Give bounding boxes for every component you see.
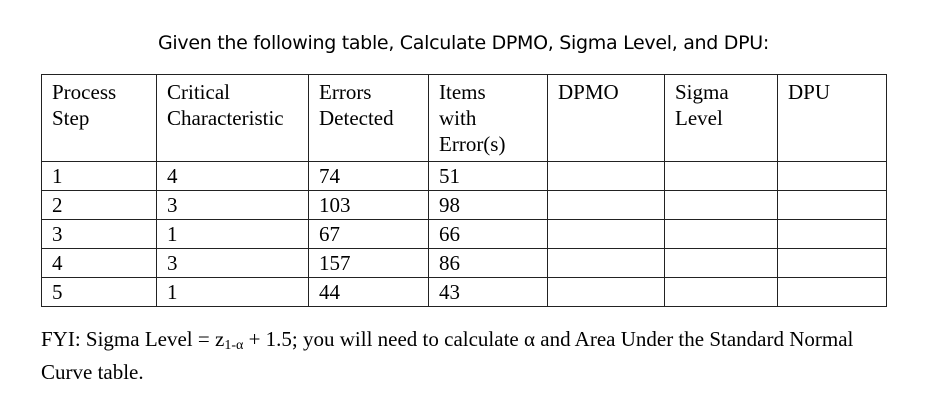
table-cell [778,278,887,307]
table-cell: 3 [157,191,309,220]
table-cell [778,249,887,278]
table-cell: 3 [42,220,157,249]
header-line: DPMO [558,80,619,104]
table-cell: 103 [309,191,429,220]
header-process-step [42,75,157,162]
table-cell: 44 [309,278,429,307]
table-cell [548,191,665,220]
header-line: Step [52,106,90,130]
table-cell [665,278,778,307]
table-cell: 51 [429,162,548,191]
table-cell: 1 [42,162,157,191]
table-cell [548,249,665,278]
table-cell: 43 [429,278,548,307]
header-line: Items [439,80,486,104]
data-table [41,74,887,307]
table-header-row [42,75,887,162]
table-cell [665,162,778,191]
fyi-note [41,326,901,385]
table-cell [548,220,665,249]
table-cell [778,191,887,220]
table-cell [778,220,887,249]
table-row [42,162,887,191]
table-cell [778,162,887,191]
header-dpu [778,75,887,162]
header-line: DPU [788,80,831,104]
table-cell: 4 [42,249,157,278]
fyi-suffix: + 1.5; you will need to calculate α and Area Under the Standard Normal Curve table. [41,327,854,384]
table-cell: 86 [429,249,548,278]
header-line: Sigma [675,80,729,104]
header-sigma-level [665,75,778,162]
table-cell: 67 [309,220,429,249]
header-dpmo [548,75,665,162]
table-cell: 98 [429,191,548,220]
header-line: Level [675,106,723,130]
fyi-subscript: 1-α [224,338,244,353]
header-line: Detected [319,106,394,130]
header-critical-characteristic [157,75,309,162]
page-title: Given the following table, Calculate DPMO, Sigma Level, and DPU: [158,32,769,54]
table-row [42,278,887,307]
table-cell: 74 [309,162,429,191]
table-row [42,249,887,278]
table-cell: 2 [42,191,157,220]
table-cell [665,220,778,249]
header-line: Errors [319,80,372,104]
header-line: Critical [167,80,230,104]
fyi-prefix: FYI: Sigma Level = z [41,327,225,351]
table-cell: 157 [309,249,429,278]
table-row [42,220,887,249]
header-errors-detected [309,75,429,162]
header-line: Error(s) [439,132,506,156]
table-cell: 3 [157,249,309,278]
table-cell [548,278,665,307]
table-cell [548,162,665,191]
table-cell [665,249,778,278]
table-cell: 1 [157,220,309,249]
header-line: with [439,106,477,130]
table-cell: 66 [429,220,548,249]
table-cell: 4 [157,162,309,191]
header-line: Characteristic [167,106,284,130]
table-cell: 5 [42,278,157,307]
header-items-with-errors [429,75,548,162]
table-cell: 1 [157,278,309,307]
table-row [42,191,887,220]
table-cell [665,191,778,220]
header-line: Process [52,80,117,104]
